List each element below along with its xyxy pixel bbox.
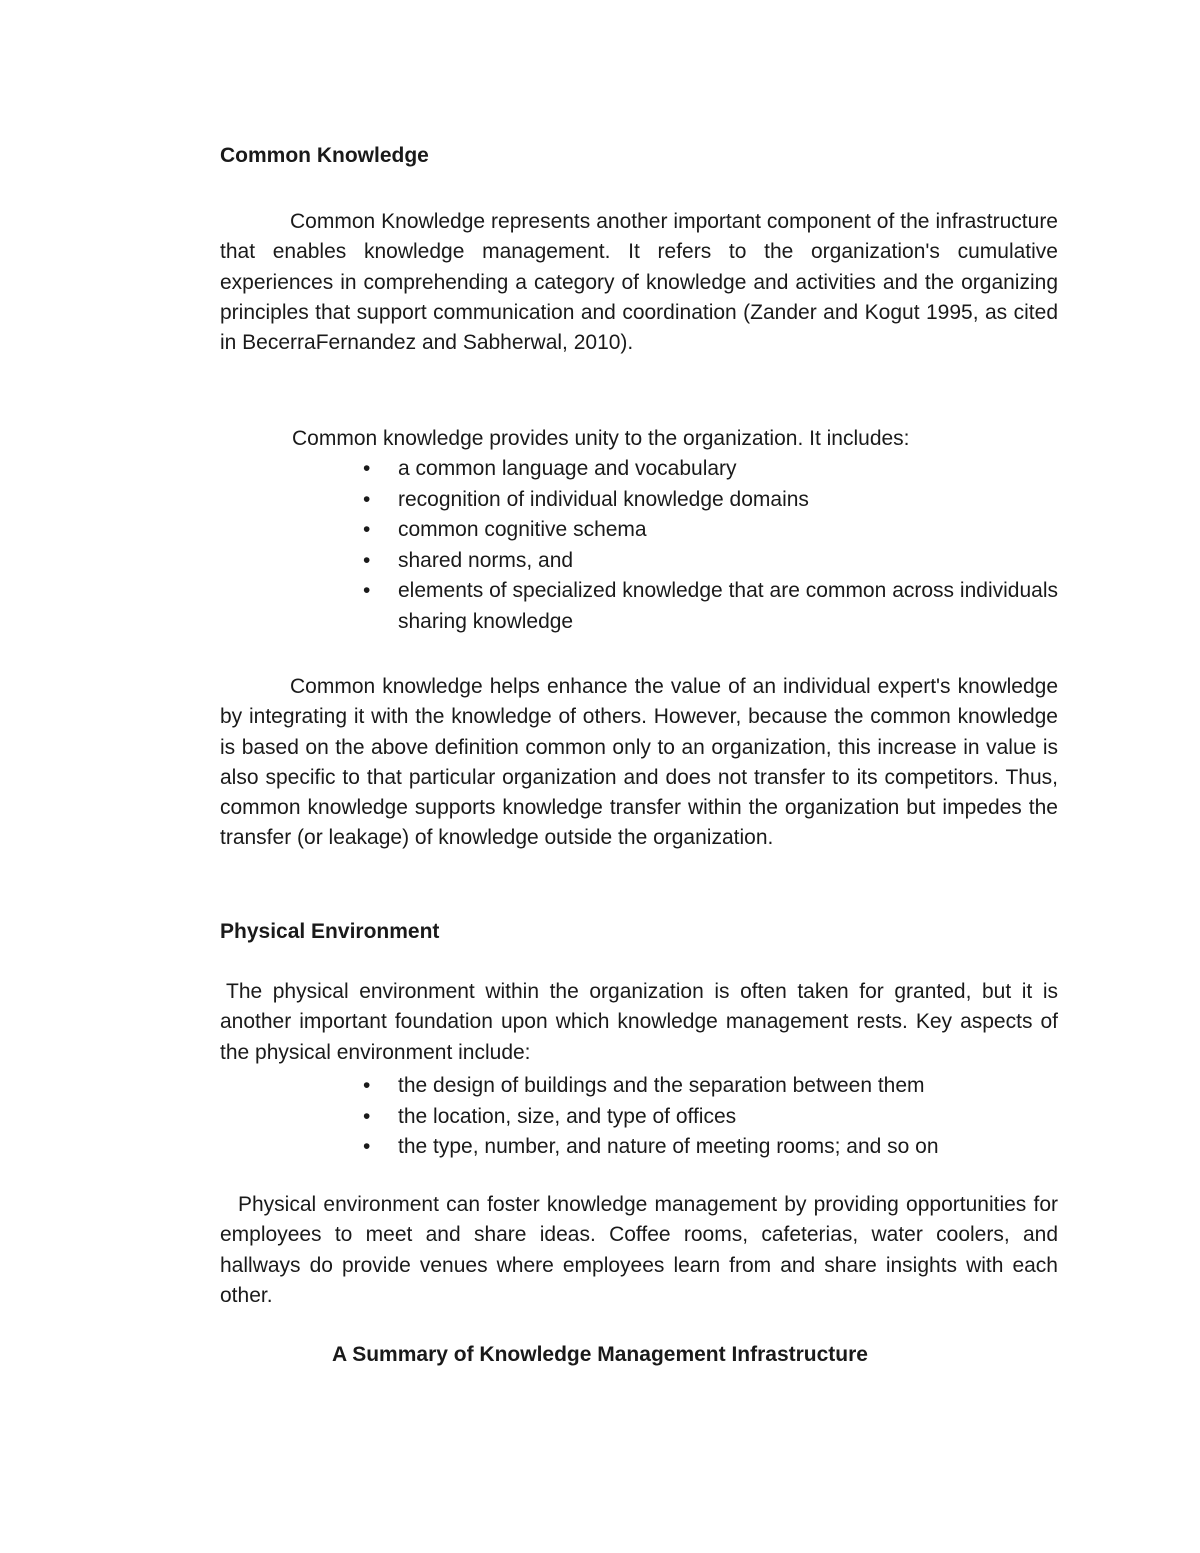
section-heading-physical-environment: Physical Environment [220, 920, 440, 943]
bullet-marker: • [363, 1135, 371, 1158]
paragraph-physical-environment-intro: The physical environment within the organization is often taken for granted, but it is another important foundation upon which knowledge management rests. Key aspects of the physical environment include: [220, 980, 1058, 1064]
bullet-marker: • [363, 548, 371, 572]
list-item: • the design of buildings and the separation between them [220, 1071, 1058, 1102]
bullet-marker: • [363, 1074, 371, 1097]
paragraph-common-knowledge-value: Common knowledge helps enhance the value of an individual expert's knowledge by integrating it with the knowledge of others. However, because the common knowledge is based on the above definition common only to an organization, this increase in value is also specific to that particular organization and does not transfer to its competitors. Thus, common knowledge supports knowledge transfer within the organization but impedes the transfer (or leakage) of knowledge outside the organization. [220, 675, 1058, 850]
list-intro-common-knowledge: Common knowledge provides unity to the organization. It includes: [292, 427, 910, 450]
paragraph-physical-environment-benefits: Physical environment can foster knowledge management by providing opportunities for employees to meet and share ideas. Coffee rooms, cafeterias, water coolers, and hallways do provide venues where employees learn from and share insights with each other. [220, 1193, 1058, 1307]
list-item: • elements of specialized knowledge that are common across individuals sharing knowledge [220, 576, 1058, 637]
list-item: • shared norms, and [220, 546, 1058, 577]
bullet-marker: • [363, 487, 371, 511]
section-heading-common-knowledge: Common Knowledge [220, 144, 429, 167]
list-item: • recognition of individual knowledge domains [220, 485, 1058, 516]
list-item: • a common language and vocabulary [220, 454, 1058, 485]
bullet-marker: • [363, 579, 371, 602]
list-item: • the location, size, and type of offices [220, 1102, 1058, 1133]
list-item: • common cognitive schema [220, 515, 1058, 546]
list-item: • the type, number, and nature of meeting rooms; and so on [220, 1132, 1058, 1163]
section-heading-km-infrastructure-summary: A Summary of Knowledge Management Infrastructure [332, 1343, 868, 1366]
bullet-marker: • [363, 518, 371, 541]
bullet-marker: • [363, 457, 371, 480]
bullet-marker: • [363, 1104, 371, 1128]
paragraph-common-knowledge-definition: Common Knowledge represents another important component of the infrastructure that enables knowledge management. It refers to the organization's cumulative experiences in comprehending a category of knowledge and activities and the organizing principles that support communication and coordination (Zander and Kogut 1995, as cited in BecerraFernandez and Sabherwal, 2010). [220, 210, 1058, 355]
bullet-list-common-knowledge [220, 454, 1058, 637]
bullet-list-physical-environment [220, 1071, 1058, 1163]
